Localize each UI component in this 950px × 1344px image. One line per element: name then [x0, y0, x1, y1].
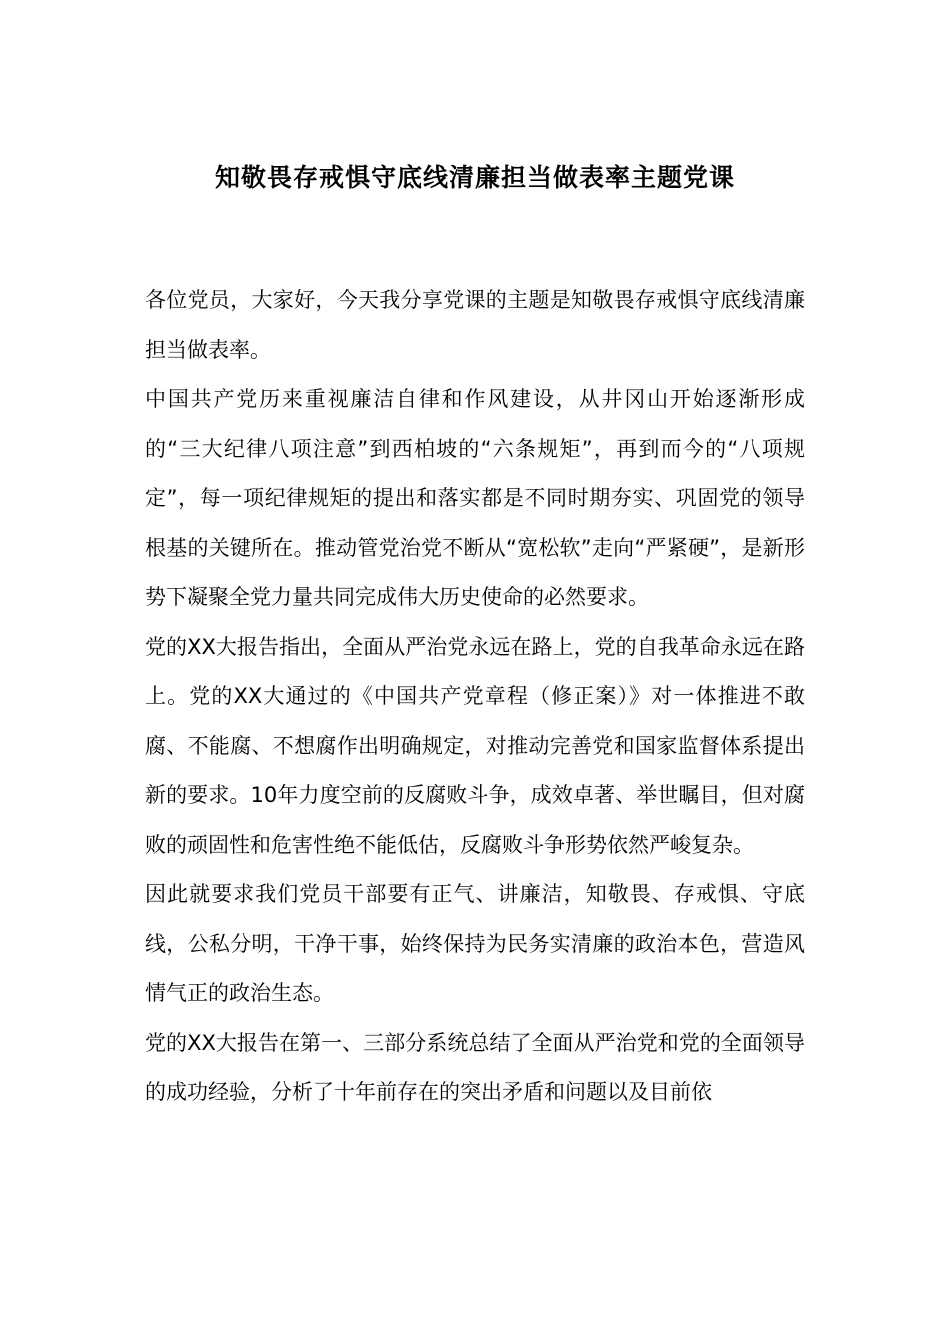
paragraph-greeting: 各位党员，大家好，今天我分享党课的主题是知敬畏存戒惧守底线清廉担当做表率。	[145, 288, 805, 362]
document-title: 知敬畏存戒惧守底线清廉担当做表率主题党课	[214, 163, 735, 192]
paragraph-report: 党的XX大报告指出，全面从严治党永远在路上，党的自我革命永远在路上。党的XX大通过的《中国共产党章程（修正案）》对一体推进不敢腐、不能腐、不想腐作出明确规定，对推动完善党和国家监督体系提出新的要求。10年力度空前的反腐败斗争，成效卓著、举世瞩目，但对腐败的顽固性和危害性绝不能低估，反腐败斗争形势依然严峻复杂。	[145, 634, 805, 857]
paragraph-requirements: 因此就要求我们党员干部要有正气、讲廉洁，知敬畏、存戒惧、守底线，公私分明，干净干事，始终保持为民务实清廉的政治本色，营造风情气正的政治生态。	[145, 882, 805, 1005]
document-body	[145, 276, 805, 1118]
paragraph-history: 中国共产党历来重视廉洁自律和作风建设，从井冈山开始逐渐形成的“三大纪律八项注意”到西柏坡的“六条规矩”，再到而今的“八项规定”，每一项纪律规矩的提出和落实都是不同时期夯实、巩固党的领导根基的关键所在。推动管党治党不断从“宽松软”走向“严紧硬”，是新形势下凝聚全党力量共同完成伟大历史使命的必然要求。	[145, 387, 805, 609]
paragraph-summary: 党的XX大报告在第一、三部分系统总结了全面从严治党和党的全面领导的成功经验，分析了十年前存在的突出矛盾和问题以及目前依	[145, 1030, 805, 1104]
